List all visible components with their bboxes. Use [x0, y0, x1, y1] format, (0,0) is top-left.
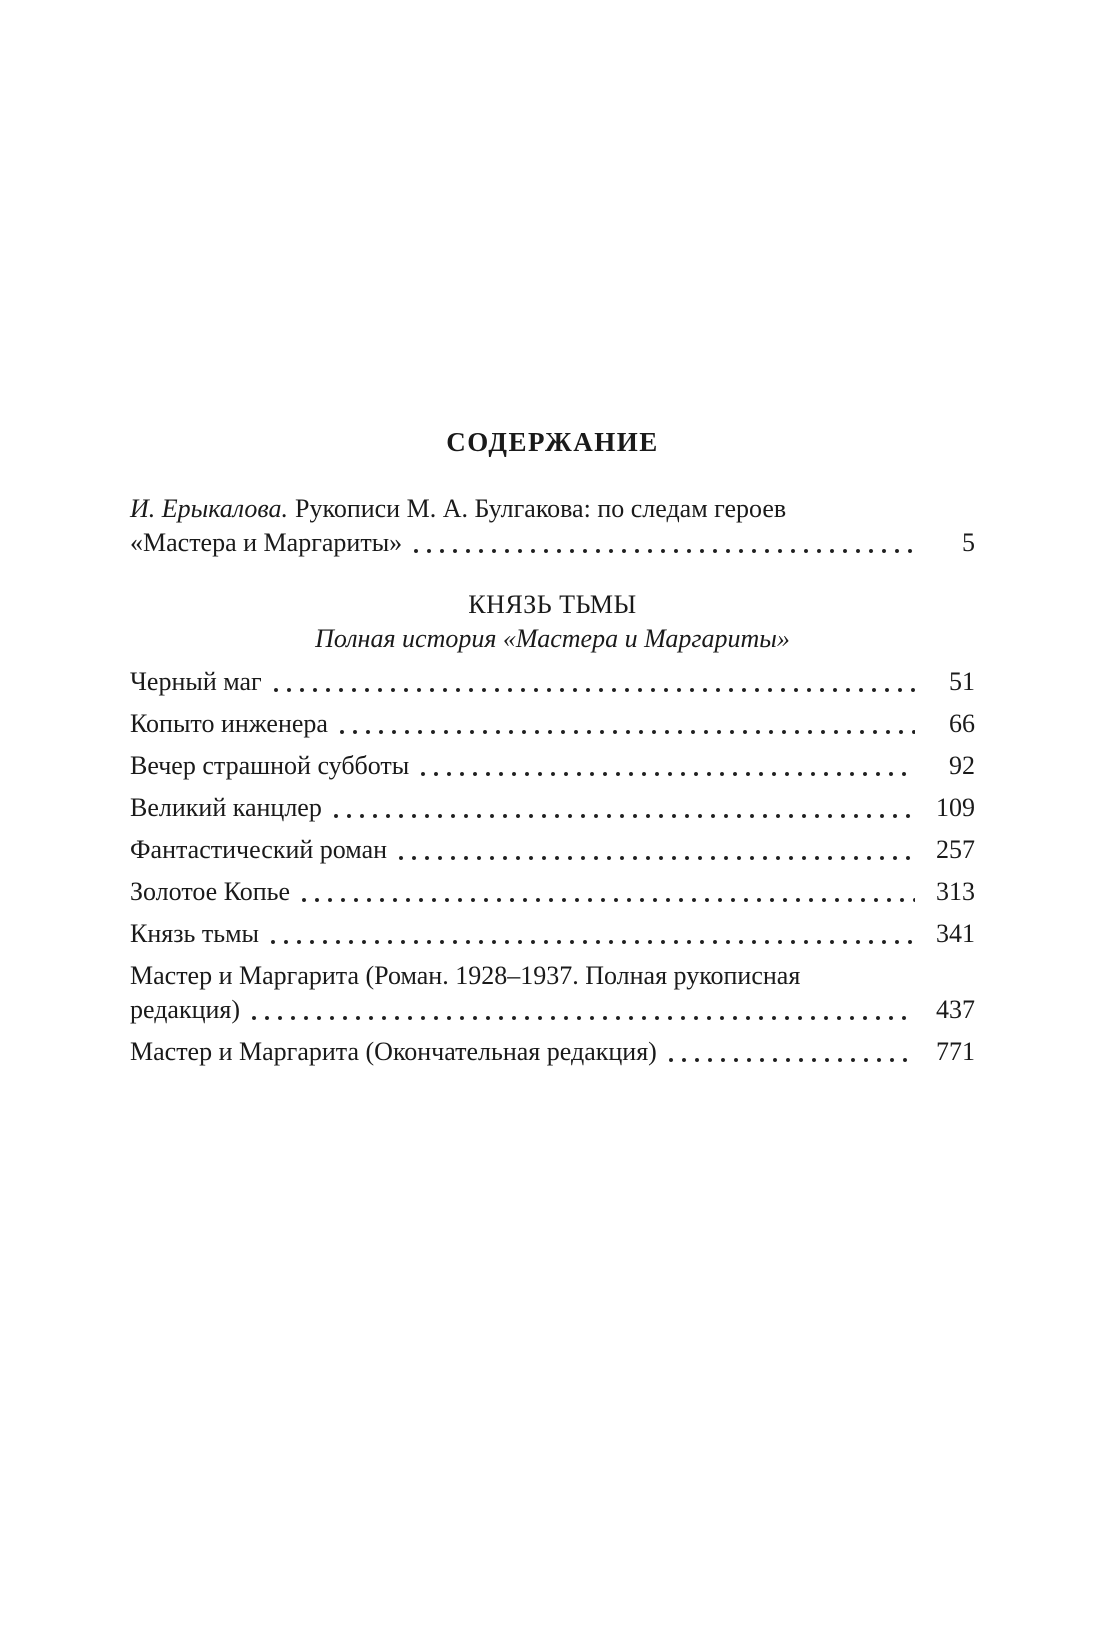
page-number: 341: [936, 919, 975, 948]
toc-entry-title: редакция): [130, 995, 241, 1024]
toc-entry: [130, 749, 975, 783]
toc-entry: [130, 917, 975, 951]
page-number: 313: [936, 877, 975, 906]
toc-entry-title: Золотое Копье: [130, 877, 291, 906]
section-subtitle: Полная история «Мастера и Маргариты»: [315, 624, 790, 653]
page-number: 5: [962, 528, 975, 557]
toc-entry: [130, 1035, 975, 1069]
page-number: 109: [936, 793, 975, 822]
toc-entry-title: Фантастический роман: [130, 835, 388, 864]
toc-entry-line-1: [130, 959, 975, 993]
toc-entry: [130, 875, 975, 909]
toc-entry-title: Князь тьмы: [130, 919, 259, 948]
toc-entry: [130, 665, 975, 699]
toc-entry-line-2: [130, 993, 975, 1027]
page-number: 92: [949, 751, 975, 780]
toc-entry-title: «Мастера и Маргариты»: [130, 528, 403, 557]
dot-leader: [669, 1058, 915, 1062]
page-number: 771: [936, 1037, 975, 1066]
page-number: 437: [936, 995, 975, 1024]
page-number: 51: [949, 667, 975, 696]
intro-line-1: [130, 492, 975, 526]
dot-leader: [302, 898, 915, 902]
contents-block: [130, 0, 975, 1069]
toc-entry-title: Мастер и Маргарита (Роман. 1928–1937. Полная рукописная: [130, 961, 801, 990]
toc-entry-title: Черный маг: [130, 667, 262, 696]
intro-author: И. Ерыкалова.: [130, 494, 289, 523]
toc-entry-title: Великий канцлер: [130, 793, 322, 822]
page-number: 257: [936, 835, 975, 864]
dot-leader: [271, 940, 915, 944]
page-title: СОДЕРЖАНИЕ: [446, 427, 659, 457]
toc-entry: [130, 791, 975, 825]
section-heading: КНЯЗЬ ТЬМЫ: [468, 590, 637, 619]
toc-entry-title: Копыто инженера: [130, 709, 328, 738]
toc-entry-title: Вечер страшной субботы: [130, 751, 410, 780]
toc-entry-intro: [130, 492, 975, 560]
dot-leader: [334, 814, 915, 818]
toc-entry: [130, 833, 975, 867]
intro-title-text: Рукописи М. А. Булгакова: по следам героев: [295, 494, 787, 523]
dot-leader: [421, 772, 915, 776]
dot-leader: [414, 549, 915, 553]
dot-leader: [274, 688, 915, 692]
page-number: 66: [949, 709, 975, 738]
dot-leader: [252, 1016, 915, 1020]
dot-leader: [399, 856, 915, 860]
toc-entry: [130, 707, 975, 741]
toc-entry-title: Мастер и Маргарита (Окончательная редакция): [130, 1037, 657, 1066]
intro-line-2: [130, 526, 975, 560]
dot-leader: [340, 730, 915, 734]
